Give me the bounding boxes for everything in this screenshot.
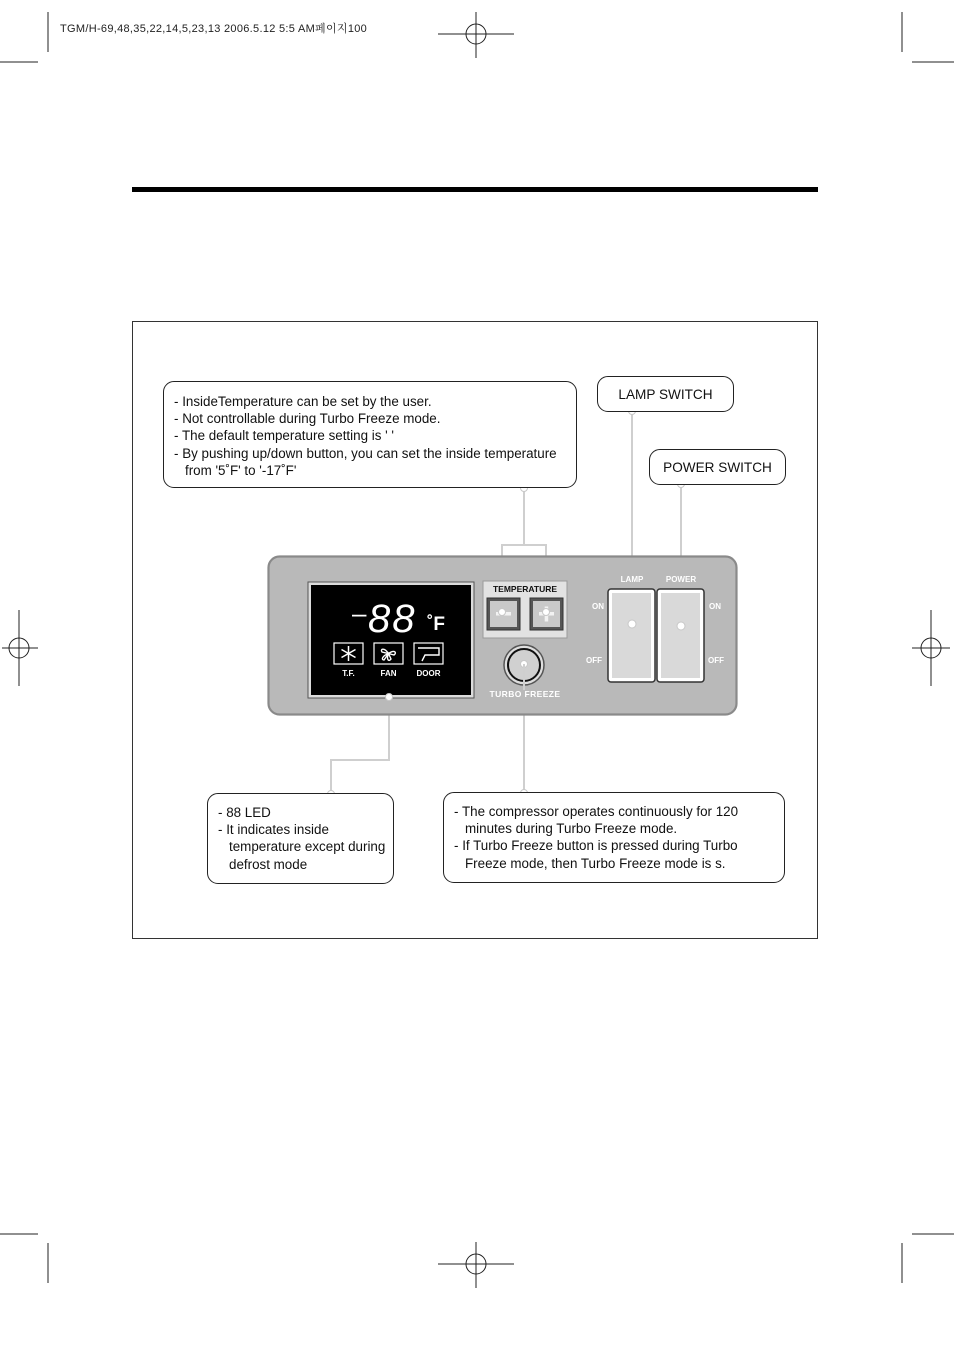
icon-label-fan: FAN [380, 669, 397, 678]
lamp-on-label: ON [592, 602, 604, 611]
temperature-note: - The default temperature setting is ' ' [174, 427, 576, 444]
led-note: - It indicates inside temperature except during defrost mode [218, 821, 393, 873]
temperature-note: - Not controllable during Turbo Freeze mode. [174, 410, 576, 427]
print-header: TGM/H-69,48,35,22,14,5,23,13 2006.5.12 5:5 AM페이지100 [60, 23, 368, 35]
temperature-label: TEMPERATURE [492, 584, 558, 594]
icon-label-tf: T.F. [342, 669, 355, 678]
temperature-note: - By pushing up/down button, you can set the inside temperature from '5˚F' to '-17˚F' [174, 445, 576, 479]
power-on-label: ON [709, 602, 721, 611]
lamp-label: LAMP [620, 575, 644, 584]
power-off-label: OFF [708, 656, 724, 665]
turbo-note: - If Turbo Freeze button is pressed during Turbo Freeze mode, then Turbo Freeze mode is s. [454, 837, 776, 871]
lamp-off-label: OFF [586, 656, 602, 665]
turbo-callout [443, 792, 785, 883]
temperature-callout [163, 381, 577, 488]
led-note: - 88 LED [218, 804, 393, 821]
power-switch-callout: POWER SWITCH [649, 449, 786, 485]
power-label: POWER [665, 575, 697, 584]
display-digits: 88 [368, 597, 417, 641]
temperature-note: - InsideTemperature can be set by the user. [174, 393, 576, 410]
lamp-switch-callout: LAMP SWITCH [597, 376, 734, 412]
display-unit: ˚F [427, 614, 445, 635]
turbo-note: - The compressor operates continuously for 120 minutes during Turbo Freeze mode. [454, 803, 776, 837]
led-callout [207, 793, 394, 884]
display-minus: – [352, 598, 367, 628]
turbo-freeze-label: TURBO FREEZE [489, 689, 561, 699]
icon-label-door: DOOR [416, 669, 441, 678]
